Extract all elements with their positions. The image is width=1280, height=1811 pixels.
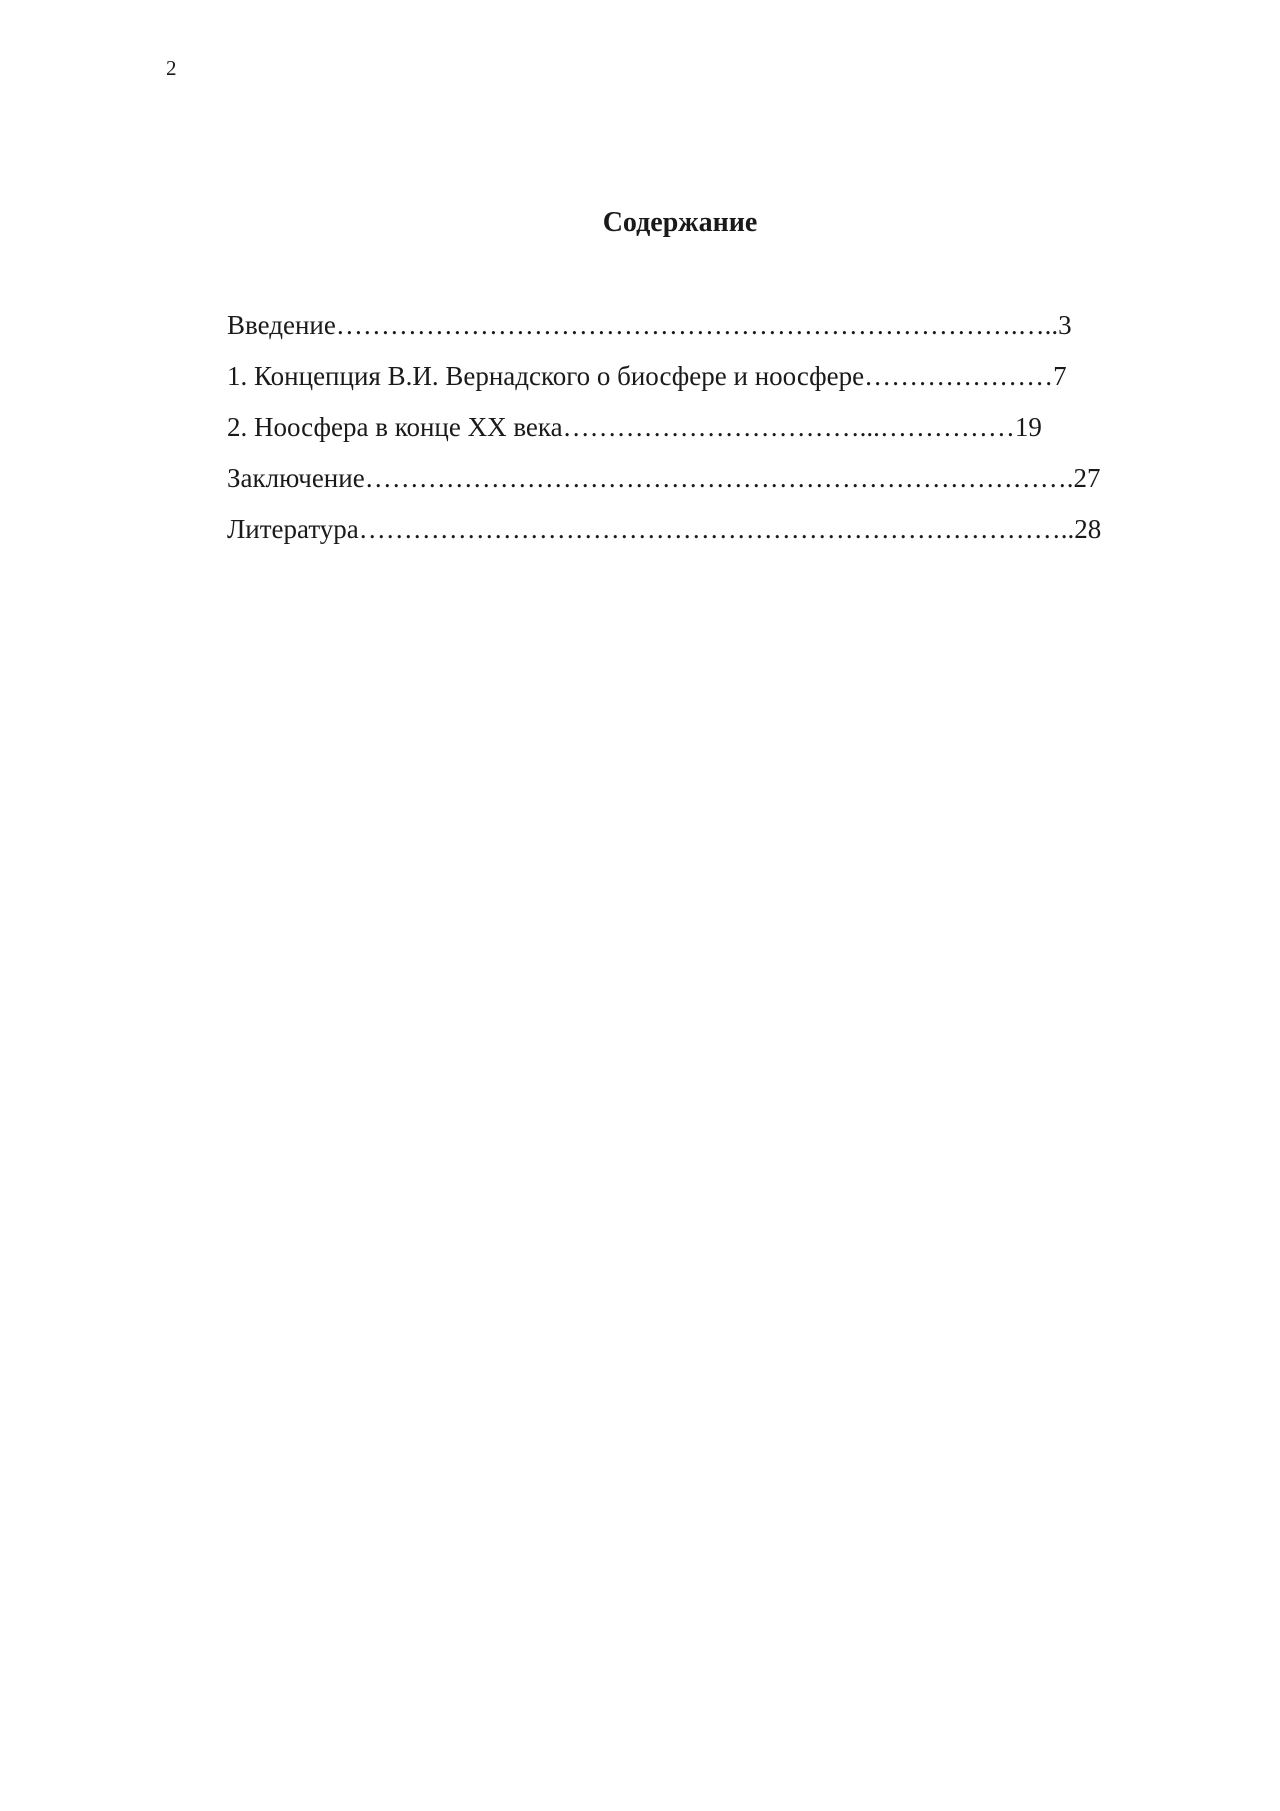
toc-entry-literature: Литература……………………………………………………………………..28 <box>227 514 1102 544</box>
table-of-contents <box>227 305 1177 560</box>
page-number: 2 <box>166 56 177 80</box>
toc-entry-chapter-1: 1. Концепция В.И. Вернадского о биосфере и ноосфере…………………7 <box>227 361 1067 391</box>
toc-heading: Содержание <box>602 207 758 238</box>
toc-entry-introduction: Введение………………………………………………………………….…..3 <box>227 310 1072 340</box>
toc-entry-conclusion: Заключение…………………………………………………………………….27 <box>227 463 1101 493</box>
toc-entry-chapter-2: 2. Ноосфера в конце XX века……………………………...……………19 <box>227 412 1042 442</box>
